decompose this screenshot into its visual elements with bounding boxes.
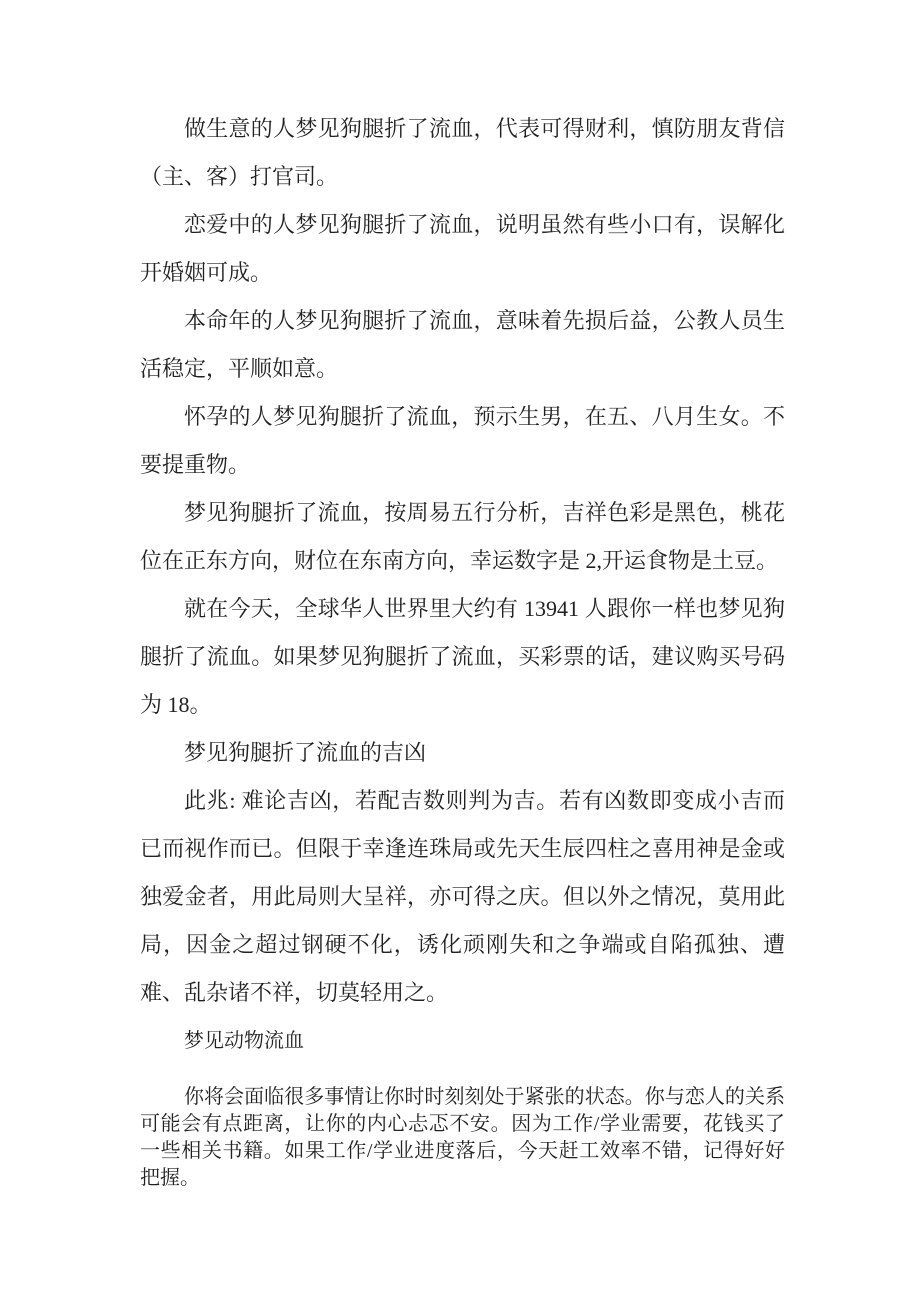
paragraph-zodiac-year-dream: 本命年的人梦见狗腿折了流血，意味着先损后益，公教人员生活稳定，平顺如意。 (140, 308, 785, 381)
document-content (140, 105, 785, 1192)
paragraph-pregnancy-dream: 怀孕的人梦见狗腿折了流血，预示生男，在五、八月生女。不要提重物。 (140, 404, 785, 477)
paragraph-business-dream: 做生意的人梦见狗腿折了流血，代表可得财利，慎防朋友背信（主、客）打官司。 (140, 116, 785, 189)
paragraph-auspice-analysis: 此兆: 难论吉凶，若配吉数则判为吉。若有凶数即变成小吉而已而视作而已。但限于幸逢连珠局或先天生辰四柱之喜用神是金或独爱金者，用此局则大呈祥，亦可得之庆。但以外之情况，莫用此局，因金之超过钢硬不化，诱化顽刚失和之争端或自陷孤独、遭难、乱杂诸不祥，切莫轻用之。 (140, 788, 785, 1005)
paragraph-lottery-stat: 就在今天，全球华人世界里大约有 13941 人跟你一样也梦见狗腿折了流血。如果梦见狗腿折了流血，买彩票的话，建议购买号码为 18。 (140, 596, 785, 717)
paragraph-love-dream: 恋爱中的人梦见狗腿折了流血，说明虽然有些小口有，误解化开婚姻可成。 (140, 212, 785, 285)
heading-animal-bleeding: 梦见动物流血 (184, 1030, 304, 1052)
paragraph-animal-bleeding: 你将会面临很多事情让你时时刻刻处于紧张的状态。你与恋人的关系可能会有点距离，让你的内心忐忑不安。因为工作/学业需要，花钱买了一些相关书籍。如果工作/学业进度落后，今天赶工效率不错，记得好好把握。 (140, 1086, 785, 1189)
heading-auspice: 梦见狗腿折了流血的吉凶 (184, 740, 427, 765)
paragraph-wuxing-analysis: 梦见狗腿折了流血，按周易五行分析，吉祥色彩是黑色，桃花位在正东方向，财位在东南方向，幸运数字是 2,开运食物是土豆。 (140, 500, 785, 573)
